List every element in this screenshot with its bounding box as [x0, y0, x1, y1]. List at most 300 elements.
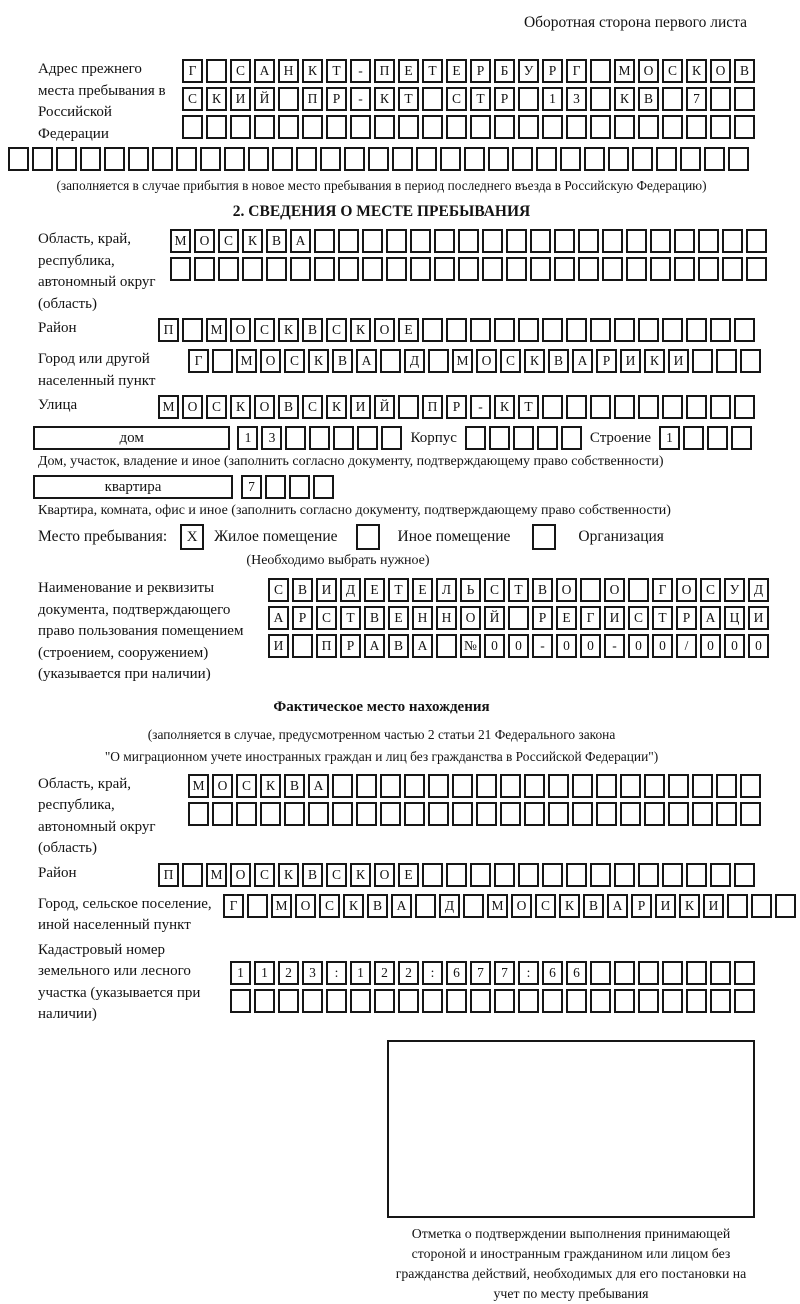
- char-cell[interactable]: [278, 115, 299, 139]
- char-cell[interactable]: [476, 802, 497, 826]
- char-cell[interactable]: М: [158, 395, 179, 419]
- char-cell[interactable]: К: [308, 349, 329, 373]
- char-cell[interactable]: [620, 774, 641, 798]
- char-cell[interactable]: С: [535, 894, 556, 918]
- char-cell[interactable]: 0: [484, 634, 505, 658]
- char-cell[interactable]: [584, 147, 605, 171]
- char-cell[interactable]: [398, 115, 419, 139]
- char-cell[interactable]: 2: [374, 961, 395, 985]
- char-cell[interactable]: С: [284, 349, 305, 373]
- char-cell[interactable]: [590, 318, 611, 342]
- char-cell[interactable]: А: [412, 634, 433, 658]
- char-cell[interactable]: [476, 774, 497, 798]
- char-cell[interactable]: 1: [254, 961, 275, 985]
- char-cell[interactable]: [680, 147, 701, 171]
- char-cell[interactable]: [542, 863, 563, 887]
- char-cell[interactable]: [362, 229, 383, 253]
- char-cell[interactable]: А: [391, 894, 412, 918]
- char-cell[interactable]: [422, 318, 443, 342]
- char-cell[interactable]: [404, 802, 425, 826]
- char-cell[interactable]: [644, 774, 665, 798]
- char-cell[interactable]: Н: [278, 59, 299, 83]
- char-cell[interactable]: М: [271, 894, 292, 918]
- char-cell[interactable]: М: [170, 229, 191, 253]
- char-cell[interactable]: [436, 634, 457, 658]
- char-cell[interactable]: [416, 147, 437, 171]
- char-cell[interactable]: -: [350, 87, 371, 111]
- char-cell[interactable]: [722, 229, 743, 253]
- char-cell[interactable]: П: [316, 634, 337, 658]
- char-cell[interactable]: [338, 229, 359, 253]
- char-cell[interactable]: [542, 115, 563, 139]
- char-cell[interactable]: [561, 426, 582, 450]
- char-cell[interactable]: [686, 115, 707, 139]
- char-cell[interactable]: О: [254, 395, 275, 419]
- char-cell[interactable]: 0: [652, 634, 673, 658]
- char-cell[interactable]: Т: [422, 59, 443, 83]
- char-cell[interactable]: [650, 257, 671, 281]
- char-cell[interactable]: [247, 894, 268, 918]
- char-cell[interactable]: Е: [398, 863, 419, 887]
- char-cell[interactable]: [446, 115, 467, 139]
- char-cell[interactable]: [470, 115, 491, 139]
- char-cell[interactable]: И: [748, 606, 769, 630]
- char-cell[interactable]: П: [422, 395, 443, 419]
- char-cell[interactable]: Е: [398, 59, 419, 83]
- char-cell[interactable]: 6: [446, 961, 467, 985]
- char-cell[interactable]: [704, 147, 725, 171]
- char-cell[interactable]: [56, 147, 77, 171]
- char-cell[interactable]: [470, 318, 491, 342]
- char-cell[interactable]: Е: [556, 606, 577, 630]
- char-cell[interactable]: М: [614, 59, 635, 83]
- char-cell[interactable]: А: [364, 634, 385, 658]
- char-cell[interactable]: [278, 87, 299, 111]
- char-cell[interactable]: [218, 257, 239, 281]
- char-cell[interactable]: [650, 229, 671, 253]
- char-cell[interactable]: Р: [494, 87, 515, 111]
- char-cell[interactable]: [446, 863, 467, 887]
- char-cell[interactable]: [356, 802, 377, 826]
- residence-checkbox-zhiloe[interactable]: X: [180, 524, 204, 550]
- char-cell[interactable]: [620, 802, 641, 826]
- char-cell[interactable]: /: [676, 634, 697, 658]
- char-cell[interactable]: [548, 802, 569, 826]
- char-cell[interactable]: [470, 989, 491, 1013]
- char-cell[interactable]: [614, 961, 635, 985]
- char-cell[interactable]: [357, 426, 378, 450]
- char-cell[interactable]: [746, 257, 767, 281]
- char-cell[interactable]: [289, 475, 310, 499]
- char-cell[interactable]: [314, 229, 335, 253]
- char-cell[interactable]: [536, 147, 557, 171]
- char-cell[interactable]: [710, 87, 731, 111]
- char-cell[interactable]: [428, 774, 449, 798]
- char-cell[interactable]: [482, 257, 503, 281]
- char-cell[interactable]: [508, 606, 529, 630]
- char-cell[interactable]: [590, 59, 611, 83]
- char-cell[interactable]: [518, 863, 539, 887]
- char-cell[interactable]: [350, 989, 371, 1013]
- char-cell[interactable]: [458, 257, 479, 281]
- char-cell[interactable]: [638, 863, 659, 887]
- char-cell[interactable]: С: [218, 229, 239, 253]
- char-cell[interactable]: Д: [404, 349, 425, 373]
- char-cell[interactable]: К: [686, 59, 707, 83]
- char-cell[interactable]: 0: [748, 634, 769, 658]
- char-cell[interactable]: 1: [237, 426, 258, 450]
- char-cell[interactable]: Т: [388, 578, 409, 602]
- char-cell[interactable]: [470, 863, 491, 887]
- char-cell[interactable]: [104, 147, 125, 171]
- char-cell[interactable]: [590, 115, 611, 139]
- char-cell[interactable]: О: [260, 349, 281, 373]
- char-cell[interactable]: [284, 802, 305, 826]
- char-cell[interactable]: [662, 115, 683, 139]
- char-cell[interactable]: С: [268, 578, 289, 602]
- char-cell[interactable]: [626, 229, 647, 253]
- char-cell[interactable]: Е: [388, 606, 409, 630]
- char-cell[interactable]: [381, 426, 402, 450]
- char-cell[interactable]: [494, 318, 515, 342]
- char-cell[interactable]: [722, 257, 743, 281]
- char-cell[interactable]: [326, 115, 347, 139]
- char-cell[interactable]: 0: [700, 634, 721, 658]
- char-cell[interactable]: Р: [340, 634, 361, 658]
- char-cell[interactable]: К: [326, 395, 347, 419]
- char-cell[interactable]: В: [302, 863, 323, 887]
- char-cell[interactable]: 7: [494, 961, 515, 985]
- char-cell[interactable]: [272, 147, 293, 171]
- char-cell[interactable]: Т: [508, 578, 529, 602]
- char-cell[interactable]: [554, 257, 575, 281]
- char-cell[interactable]: К: [350, 318, 371, 342]
- char-cell[interactable]: И: [350, 395, 371, 419]
- char-cell[interactable]: 6: [542, 961, 563, 985]
- char-cell[interactable]: [296, 147, 317, 171]
- char-cell[interactable]: [398, 395, 419, 419]
- char-cell[interactable]: [380, 802, 401, 826]
- char-cell[interactable]: [683, 426, 704, 450]
- char-cell[interactable]: А: [268, 606, 289, 630]
- char-cell[interactable]: С: [662, 59, 683, 83]
- char-cell[interactable]: [488, 147, 509, 171]
- char-cell[interactable]: [254, 115, 275, 139]
- char-cell[interactable]: А: [700, 606, 721, 630]
- char-cell[interactable]: К: [230, 395, 251, 419]
- char-cell[interactable]: Р: [676, 606, 697, 630]
- char-cell[interactable]: [728, 147, 749, 171]
- char-cell[interactable]: Р: [292, 606, 313, 630]
- dom-name-box[interactable]: дом: [33, 426, 230, 450]
- char-cell[interactable]: [698, 229, 719, 253]
- char-cell[interactable]: [710, 318, 731, 342]
- char-cell[interactable]: С: [302, 395, 323, 419]
- char-cell[interactable]: К: [494, 395, 515, 419]
- char-cell[interactable]: В: [266, 229, 287, 253]
- char-cell[interactable]: [710, 989, 731, 1013]
- char-cell[interactable]: [518, 115, 539, 139]
- char-cell[interactable]: В: [532, 578, 553, 602]
- char-cell[interactable]: [380, 774, 401, 798]
- char-cell[interactable]: [602, 257, 623, 281]
- char-cell[interactable]: [638, 115, 659, 139]
- char-cell[interactable]: [638, 989, 659, 1013]
- char-cell[interactable]: 7: [241, 475, 262, 499]
- char-cell[interactable]: [710, 961, 731, 985]
- char-cell[interactable]: [662, 395, 683, 419]
- char-cell[interactable]: Т: [470, 87, 491, 111]
- char-cell[interactable]: [32, 147, 53, 171]
- char-cell[interactable]: [638, 318, 659, 342]
- residence-checkbox-org[interactable]: [532, 524, 556, 550]
- char-cell[interactable]: А: [356, 349, 377, 373]
- char-cell[interactable]: [285, 426, 306, 450]
- char-cell[interactable]: С: [446, 87, 467, 111]
- char-cell[interactable]: [152, 147, 173, 171]
- char-cell[interactable]: 0: [628, 634, 649, 658]
- char-cell[interactable]: С: [254, 863, 275, 887]
- char-cell[interactable]: А: [308, 774, 329, 798]
- char-cell[interactable]: -: [604, 634, 625, 658]
- char-cell[interactable]: [176, 147, 197, 171]
- char-cell[interactable]: Р: [470, 59, 491, 83]
- char-cell[interactable]: [302, 989, 323, 1013]
- char-cell[interactable]: С: [236, 774, 257, 798]
- char-cell[interactable]: К: [278, 863, 299, 887]
- char-cell[interactable]: [734, 961, 755, 985]
- char-cell[interactable]: [692, 802, 713, 826]
- char-cell[interactable]: [422, 863, 443, 887]
- char-cell[interactable]: В: [364, 606, 385, 630]
- char-cell[interactable]: [686, 961, 707, 985]
- char-cell[interactable]: С: [206, 395, 227, 419]
- char-cell[interactable]: [80, 147, 101, 171]
- char-cell[interactable]: [494, 989, 515, 1013]
- char-cell[interactable]: О: [476, 349, 497, 373]
- char-cell[interactable]: [548, 774, 569, 798]
- char-cell[interactable]: [775, 894, 796, 918]
- char-cell[interactable]: [710, 395, 731, 419]
- char-cell[interactable]: [751, 894, 772, 918]
- char-cell[interactable]: [590, 989, 611, 1013]
- char-cell[interactable]: [614, 863, 635, 887]
- char-cell[interactable]: [662, 87, 683, 111]
- char-cell[interactable]: С: [182, 87, 203, 111]
- char-cell[interactable]: [463, 894, 484, 918]
- char-cell[interactable]: [662, 863, 683, 887]
- char-cell[interactable]: [314, 257, 335, 281]
- char-cell[interactable]: [313, 475, 334, 499]
- char-cell[interactable]: [716, 802, 737, 826]
- char-cell[interactable]: К: [302, 59, 323, 83]
- char-cell[interactable]: О: [194, 229, 215, 253]
- char-cell[interactable]: Т: [398, 87, 419, 111]
- char-cell[interactable]: [410, 229, 431, 253]
- char-cell[interactable]: [632, 147, 653, 171]
- char-cell[interactable]: И: [620, 349, 641, 373]
- char-cell[interactable]: [734, 989, 755, 1013]
- char-cell[interactable]: [674, 229, 695, 253]
- char-cell[interactable]: 0: [724, 634, 745, 658]
- char-cell[interactable]: [182, 863, 203, 887]
- char-cell[interactable]: [290, 257, 311, 281]
- char-cell[interactable]: [662, 318, 683, 342]
- char-cell[interactable]: 1: [230, 961, 251, 985]
- char-cell[interactable]: [428, 349, 449, 373]
- char-cell[interactable]: [374, 115, 395, 139]
- char-cell[interactable]: О: [604, 578, 625, 602]
- char-cell[interactable]: П: [158, 318, 179, 342]
- char-cell[interactable]: К: [559, 894, 580, 918]
- char-cell[interactable]: [362, 257, 383, 281]
- char-cell[interactable]: [628, 578, 649, 602]
- char-cell[interactable]: И: [316, 578, 337, 602]
- char-cell[interactable]: [746, 229, 767, 253]
- char-cell[interactable]: [458, 229, 479, 253]
- char-cell[interactable]: [674, 257, 695, 281]
- char-cell[interactable]: И: [668, 349, 689, 373]
- char-cell[interactable]: [482, 229, 503, 253]
- kvartira-name-box[interactable]: квартира: [33, 475, 233, 499]
- char-cell[interactable]: [662, 989, 683, 1013]
- char-cell[interactable]: К: [679, 894, 700, 918]
- char-cell[interactable]: [518, 989, 539, 1013]
- char-cell[interactable]: О: [374, 863, 395, 887]
- char-cell[interactable]: [686, 989, 707, 1013]
- char-cell[interactable]: И: [655, 894, 676, 918]
- char-cell[interactable]: [566, 115, 587, 139]
- char-cell[interactable]: [530, 257, 551, 281]
- char-cell[interactable]: [668, 802, 689, 826]
- char-cell[interactable]: [560, 147, 581, 171]
- char-cell[interactable]: [740, 802, 761, 826]
- char-cell[interactable]: [710, 863, 731, 887]
- char-cell[interactable]: [638, 961, 659, 985]
- char-cell[interactable]: [512, 147, 533, 171]
- char-cell[interactable]: :: [326, 961, 347, 985]
- char-cell[interactable]: [374, 989, 395, 1013]
- char-cell[interactable]: О: [182, 395, 203, 419]
- char-cell[interactable]: [212, 802, 233, 826]
- char-cell[interactable]: П: [158, 863, 179, 887]
- char-cell[interactable]: [554, 229, 575, 253]
- char-cell[interactable]: [542, 989, 563, 1013]
- char-cell[interactable]: [452, 802, 473, 826]
- char-cell[interactable]: :: [422, 961, 443, 985]
- char-cell[interactable]: [644, 802, 665, 826]
- char-cell[interactable]: В: [367, 894, 388, 918]
- char-cell[interactable]: Г: [188, 349, 209, 373]
- char-cell[interactable]: М: [487, 894, 508, 918]
- char-cell[interactable]: [692, 349, 713, 373]
- char-cell[interactable]: Ц: [724, 606, 745, 630]
- char-cell[interactable]: Р: [446, 395, 467, 419]
- char-cell[interactable]: [182, 115, 203, 139]
- char-cell[interactable]: Е: [364, 578, 385, 602]
- char-cell[interactable]: [572, 802, 593, 826]
- char-cell[interactable]: Г: [182, 59, 203, 83]
- char-cell[interactable]: [524, 774, 545, 798]
- char-cell[interactable]: [578, 229, 599, 253]
- char-cell[interactable]: П: [374, 59, 395, 83]
- char-cell[interactable]: Н: [436, 606, 457, 630]
- char-cell[interactable]: [740, 774, 761, 798]
- char-cell[interactable]: [302, 115, 323, 139]
- char-cell[interactable]: И: [703, 894, 724, 918]
- char-cell[interactable]: [242, 257, 263, 281]
- char-cell[interactable]: В: [284, 774, 305, 798]
- char-cell[interactable]: С: [484, 578, 505, 602]
- char-cell[interactable]: 1: [350, 961, 371, 985]
- char-cell[interactable]: [524, 802, 545, 826]
- char-cell[interactable]: [386, 229, 407, 253]
- char-cell[interactable]: [128, 147, 149, 171]
- char-cell[interactable]: И: [268, 634, 289, 658]
- char-cell[interactable]: [638, 395, 659, 419]
- char-cell[interactable]: [182, 318, 203, 342]
- char-cell[interactable]: Р: [326, 87, 347, 111]
- char-cell[interactable]: 3: [302, 961, 323, 985]
- char-cell[interactable]: [8, 147, 29, 171]
- char-cell[interactable]: [692, 774, 713, 798]
- char-cell[interactable]: [590, 395, 611, 419]
- char-cell[interactable]: [716, 349, 737, 373]
- char-cell[interactable]: [356, 774, 377, 798]
- char-cell[interactable]: [734, 395, 755, 419]
- char-cell[interactable]: [344, 147, 365, 171]
- char-cell[interactable]: О: [710, 59, 731, 83]
- char-cell[interactable]: [716, 774, 737, 798]
- char-cell[interactable]: С: [326, 318, 347, 342]
- char-cell[interactable]: 3: [566, 87, 587, 111]
- char-cell[interactable]: [265, 475, 286, 499]
- char-cell[interactable]: [386, 257, 407, 281]
- char-cell[interactable]: [590, 961, 611, 985]
- char-cell[interactable]: [656, 147, 677, 171]
- char-cell[interactable]: [614, 318, 635, 342]
- char-cell[interactable]: С: [230, 59, 251, 83]
- char-cell[interactable]: 7: [470, 961, 491, 985]
- char-cell[interactable]: К: [343, 894, 364, 918]
- char-cell[interactable]: К: [644, 349, 665, 373]
- char-cell[interactable]: А: [572, 349, 593, 373]
- char-cell[interactable]: [727, 894, 748, 918]
- char-cell[interactable]: [422, 989, 443, 1013]
- char-cell[interactable]: [308, 802, 329, 826]
- char-cell[interactable]: [188, 802, 209, 826]
- char-cell[interactable]: [590, 87, 611, 111]
- char-cell[interactable]: С: [500, 349, 521, 373]
- char-cell[interactable]: [350, 115, 371, 139]
- char-cell[interactable]: Й: [254, 87, 275, 111]
- char-cell[interactable]: [200, 147, 221, 171]
- char-cell[interactable]: С: [700, 578, 721, 602]
- char-cell[interactable]: [332, 774, 353, 798]
- char-cell[interactable]: [707, 426, 728, 450]
- char-cell[interactable]: У: [518, 59, 539, 83]
- char-cell[interactable]: С: [316, 606, 337, 630]
- char-cell[interactable]: [422, 115, 443, 139]
- char-cell[interactable]: -: [532, 634, 553, 658]
- char-cell[interactable]: [602, 229, 623, 253]
- char-cell[interactable]: О: [556, 578, 577, 602]
- char-cell[interactable]: [506, 229, 527, 253]
- char-cell[interactable]: [686, 395, 707, 419]
- char-cell[interactable]: [194, 257, 215, 281]
- char-cell[interactable]: [326, 989, 347, 1013]
- char-cell[interactable]: М: [206, 863, 227, 887]
